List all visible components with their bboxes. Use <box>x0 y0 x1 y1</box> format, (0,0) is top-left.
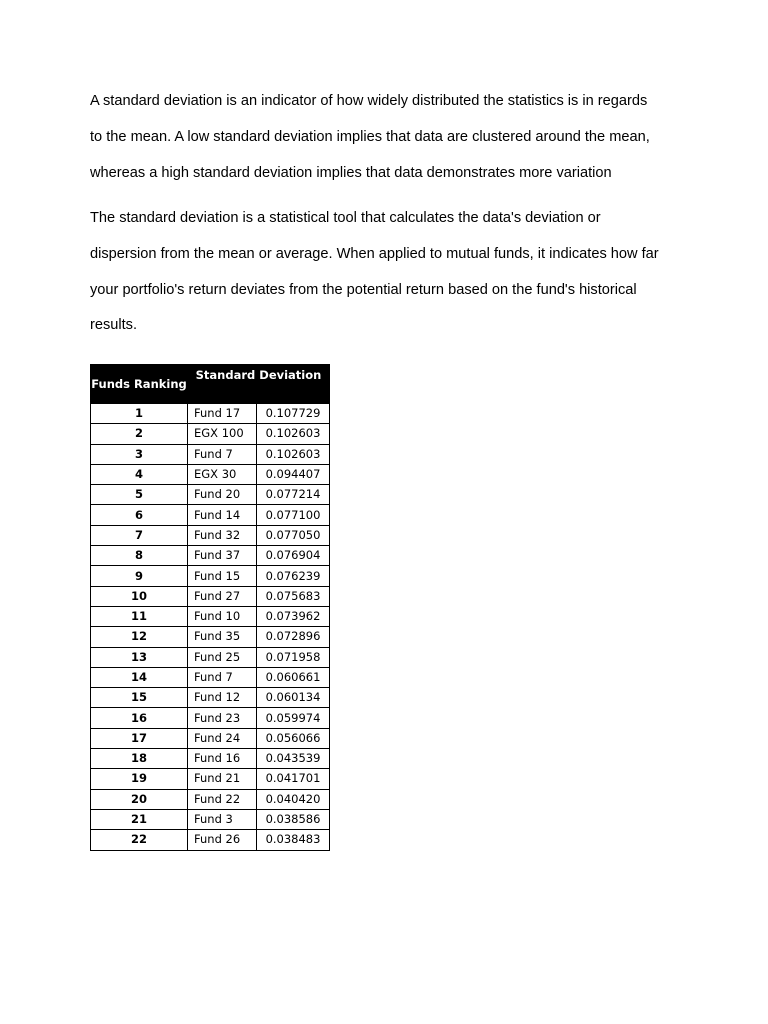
table-row <box>91 566 330 586</box>
std-dev-cell: 0.041701 <box>257 769 330 789</box>
rank-cell: 5 <box>91 485 188 505</box>
fund-name-cell: Fund 22 <box>188 789 257 809</box>
table-header-row <box>91 365 330 404</box>
rank-cell: 11 <box>91 606 188 626</box>
fund-name-cell: Fund 23 <box>188 708 257 728</box>
fund-name-cell: Fund 37 <box>188 546 257 566</box>
paragraph-line: results. <box>90 317 138 334</box>
fund-name-cell: Fund 10 <box>188 606 257 626</box>
table-row <box>91 627 330 647</box>
std-dev-cell: 0.073962 <box>257 606 330 626</box>
fund-name-cell: Fund 21 <box>188 769 257 789</box>
std-dev-cell: 0.040420 <box>257 789 330 809</box>
header-standard-deviation: Standard Deviation <box>188 365 330 404</box>
rank-cell: 13 <box>91 647 188 667</box>
fund-name-cell: EGX 100 <box>188 424 257 444</box>
std-dev-cell: 0.060661 <box>257 667 330 687</box>
paragraph-line: whereas a high standard deviation implies that data demonstrates more variation <box>90 164 612 181</box>
std-dev-cell: 0.059974 <box>257 708 330 728</box>
rank-cell: 8 <box>91 546 188 566</box>
table-row <box>91 424 330 444</box>
rank-cell: 14 <box>91 667 188 687</box>
fund-name-cell: Fund 35 <box>188 627 257 647</box>
rank-cell: 20 <box>91 789 188 809</box>
table-row <box>91 647 330 667</box>
rank-cell: 4 <box>91 464 188 484</box>
fund-name-cell: Fund 32 <box>188 525 257 545</box>
std-dev-cell: 0.077050 <box>257 525 330 545</box>
header-funds-ranking: Funds Ranking <box>91 365 188 404</box>
rank-cell: 18 <box>91 749 188 769</box>
fund-name-cell: EGX 30 <box>188 464 257 484</box>
paragraph-line: A standard deviation is an indicator of how widely distributed the statistics is in regards <box>90 93 648 109</box>
std-dev-cell: 0.071958 <box>257 647 330 667</box>
table-row <box>91 606 330 626</box>
rank-cell: 22 <box>91 830 188 850</box>
paragraph-line: dispersion from the mean or average. When applied to mutual funds, it indicates how far <box>90 245 659 262</box>
table-row <box>91 444 330 464</box>
table-row <box>91 586 330 606</box>
rank-cell: 1 <box>91 404 188 424</box>
paragraph-line: to the mean. A low standard deviation implies that data are clustered around the mean, <box>90 128 650 145</box>
rank-cell: 2 <box>91 424 188 444</box>
rank-cell: 15 <box>91 688 188 708</box>
std-dev-cell: 0.072896 <box>257 627 330 647</box>
table-row <box>91 830 330 850</box>
std-dev-cell: 0.102603 <box>257 444 330 464</box>
funds-ranking-table <box>90 364 330 851</box>
table-row <box>91 525 330 545</box>
rank-cell: 6 <box>91 505 188 525</box>
table-row <box>91 546 330 566</box>
std-dev-cell: 0.102603 <box>257 424 330 444</box>
fund-name-cell: Fund 20 <box>188 485 257 505</box>
paragraph-line: your portfolio's return deviates from the potential return based on the fund's historical <box>90 281 637 298</box>
table-row <box>91 485 330 505</box>
table-row <box>91 505 330 525</box>
table-row <box>91 728 330 748</box>
rank-cell: 21 <box>91 809 188 829</box>
table-row <box>91 404 330 424</box>
std-dev-cell: 0.077100 <box>257 505 330 525</box>
std-dev-cell: 0.038586 <box>257 809 330 829</box>
std-dev-cell: 0.076239 <box>257 566 330 586</box>
fund-name-cell: Fund 26 <box>188 830 257 850</box>
rank-cell: 12 <box>91 627 188 647</box>
fund-name-cell: Fund 15 <box>188 566 257 586</box>
fund-name-cell: Fund 17 <box>188 404 257 424</box>
rank-cell: 7 <box>91 525 188 545</box>
fund-name-cell: Fund 3 <box>188 809 257 829</box>
rank-cell: 10 <box>91 586 188 606</box>
table-row <box>91 667 330 687</box>
std-dev-cell: 0.043539 <box>257 749 330 769</box>
fund-name-cell: Fund 7 <box>188 444 257 464</box>
std-dev-cell: 0.060134 <box>257 688 330 708</box>
paragraph-intro <box>90 84 700 191</box>
rank-cell: 3 <box>91 444 188 464</box>
rank-cell: 19 <box>91 769 188 789</box>
paragraph-definition <box>90 201 700 344</box>
table-row <box>91 809 330 829</box>
fund-name-cell: Fund 12 <box>188 688 257 708</box>
rank-cell: 16 <box>91 708 188 728</box>
table-body <box>91 404 330 851</box>
table-row <box>91 749 330 769</box>
table-row <box>91 688 330 708</box>
std-dev-cell: 0.077214 <box>257 485 330 505</box>
fund-name-cell: Fund 14 <box>188 505 257 525</box>
std-dev-cell: 0.056066 <box>257 728 330 748</box>
table-row <box>91 769 330 789</box>
fund-name-cell: Fund 24 <box>188 728 257 748</box>
fund-name-cell: Fund 25 <box>188 647 257 667</box>
rank-cell: 9 <box>91 566 188 586</box>
fund-name-cell: Fund 27 <box>188 586 257 606</box>
table-row <box>91 464 330 484</box>
paragraph-line: The standard deviation is a statistical tool that calculates the data's deviation or <box>90 210 601 226</box>
table-row <box>91 708 330 728</box>
std-dev-cell: 0.076904 <box>257 546 330 566</box>
std-dev-cell: 0.094407 <box>257 464 330 484</box>
fund-name-cell: Fund 16 <box>188 749 257 769</box>
std-dev-cell: 0.038483 <box>257 830 330 850</box>
std-dev-cell: 0.107729 <box>257 404 330 424</box>
rank-cell: 17 <box>91 728 188 748</box>
std-dev-cell: 0.075683 <box>257 586 330 606</box>
table-row <box>91 789 330 809</box>
fund-name-cell: Fund 7 <box>188 667 257 687</box>
